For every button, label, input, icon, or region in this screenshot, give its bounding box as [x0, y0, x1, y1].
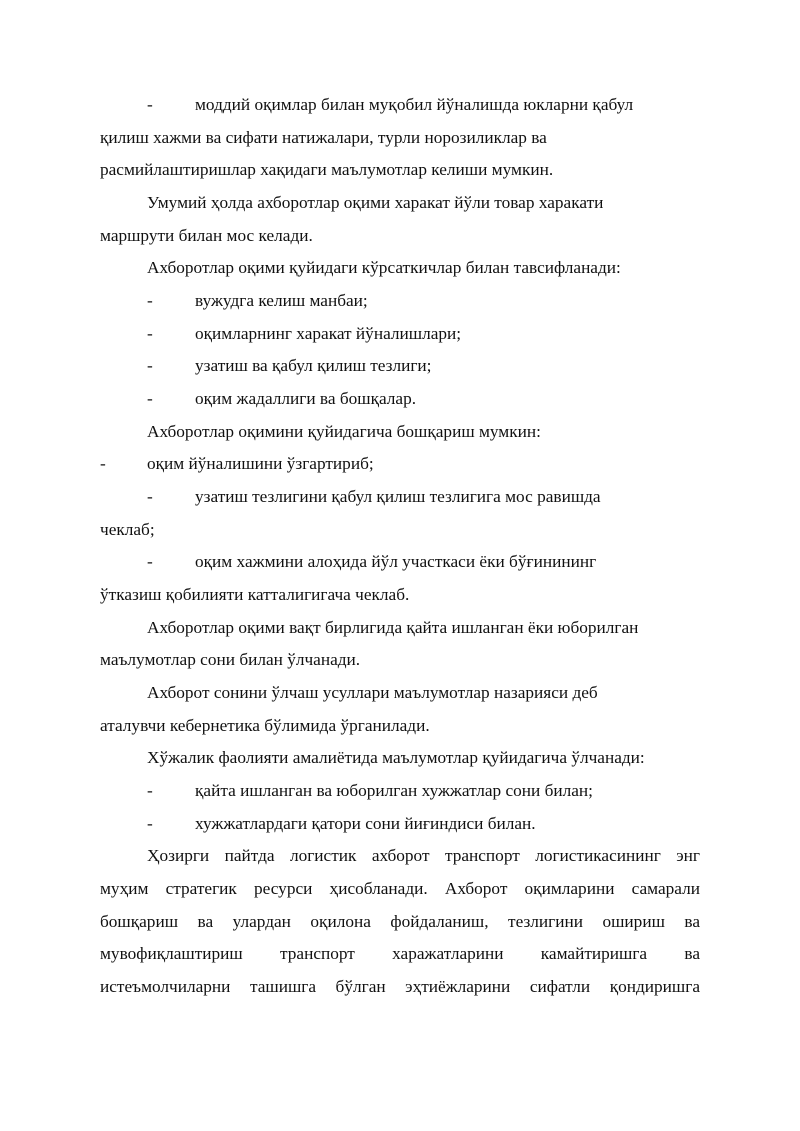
text-line: ўтказиш қобилияти катталигигача чеклаб. — [100, 585, 410, 604]
list-dash: - — [147, 781, 153, 800]
list-item: оқим жадаллиги ва бошқалар. — [195, 389, 417, 408]
paragraph-line: Умумий ҳолда ахборотлар оқими харакат йўли товар харакати — [147, 193, 604, 212]
text-line: маълумотлар сони билан ўлчанади. — [100, 650, 361, 669]
list-item: узатиш ва қабул қилиш тезлиги; — [195, 356, 432, 375]
text-line: маршрути билан мос келади. — [100, 226, 313, 245]
justified-line: бошқариш ва улардан оқилона фойдаланиш, тезлигини ошириш ва — [100, 912, 700, 931]
list-item: узатиш тезлигини қабул қилиш тезлигига мос равишда — [195, 487, 601, 506]
list-item: оқим хажмини алоҳида йўл участкаси ёки бўғинининг — [195, 552, 597, 571]
paragraph-line: Ахборот сонини ўлчаш усуллари маълумотлар назарияси деб — [147, 683, 598, 702]
text-line: моддий оқимлар билан муқобил йўналишда юкларни қабул — [195, 95, 634, 114]
list-item: қайта ишланган ва юборилган хужжатлар сони билан; — [195, 781, 593, 800]
list-dash: - — [147, 487, 153, 506]
list-item: хужжатлардаги қатори сони йиғиндиси билан. — [195, 814, 536, 833]
list-dash: - — [147, 324, 153, 343]
paragraph-line: Ахборотлар оқимини қуйидагича бошқариш мумкин: — [147, 422, 541, 441]
text-line: аталувчи кебернетика бўлимида ўрганилади. — [100, 716, 430, 735]
text-line: қилиш хажми ва сифати натижалари, турли норозиликлар ва — [100, 128, 547, 147]
list-item: вужудга келиш манбаи; — [195, 291, 368, 310]
list-dash: - — [147, 291, 153, 310]
list-dash: - — [147, 356, 153, 375]
list-dash: - — [147, 389, 153, 408]
paragraph-line: Хўжалик фаолияти амалиётида маълумотлар қуйидагича ўлчанади: — [147, 748, 645, 767]
paragraph-line: Ахборотлар оқими қуйидаги кўрсаткичлар билан тавсифланади: — [147, 258, 621, 277]
list-dash: - — [147, 552, 153, 571]
justified-line: истеъмолчиларни ташишга бўлган эҳтиёжларини сифатли қондиришга — [100, 977, 700, 996]
text-line: расмийлаштиришлар хақидаги маълумотлар келиши мумкин. — [100, 160, 554, 179]
list-dash: - — [147, 814, 153, 833]
paragraph-line: Ахборотлар оқими вақт бирлигида қайта ишланган ёки юборилган — [147, 618, 639, 637]
list-item: оқим йўналишини ўзгартириб; — [147, 454, 374, 473]
justified-line: муҳим стратегик ресурси ҳисобланади. Ахборот оқимларини самарали — [100, 879, 700, 898]
list-dash: - — [147, 95, 153, 114]
list-item: оқимларнинг харакат йўналишлари; — [195, 324, 462, 343]
text-line: чеклаб; — [100, 520, 155, 539]
list-dash: - — [100, 454, 106, 473]
justified-line: мувофиқлаштириш транспорт харажатларини камайтиришга ва — [100, 944, 700, 963]
justified-line: Ҳозирги пайтда логистик ахборот транспорт логистикасининг энг — [147, 846, 700, 865]
